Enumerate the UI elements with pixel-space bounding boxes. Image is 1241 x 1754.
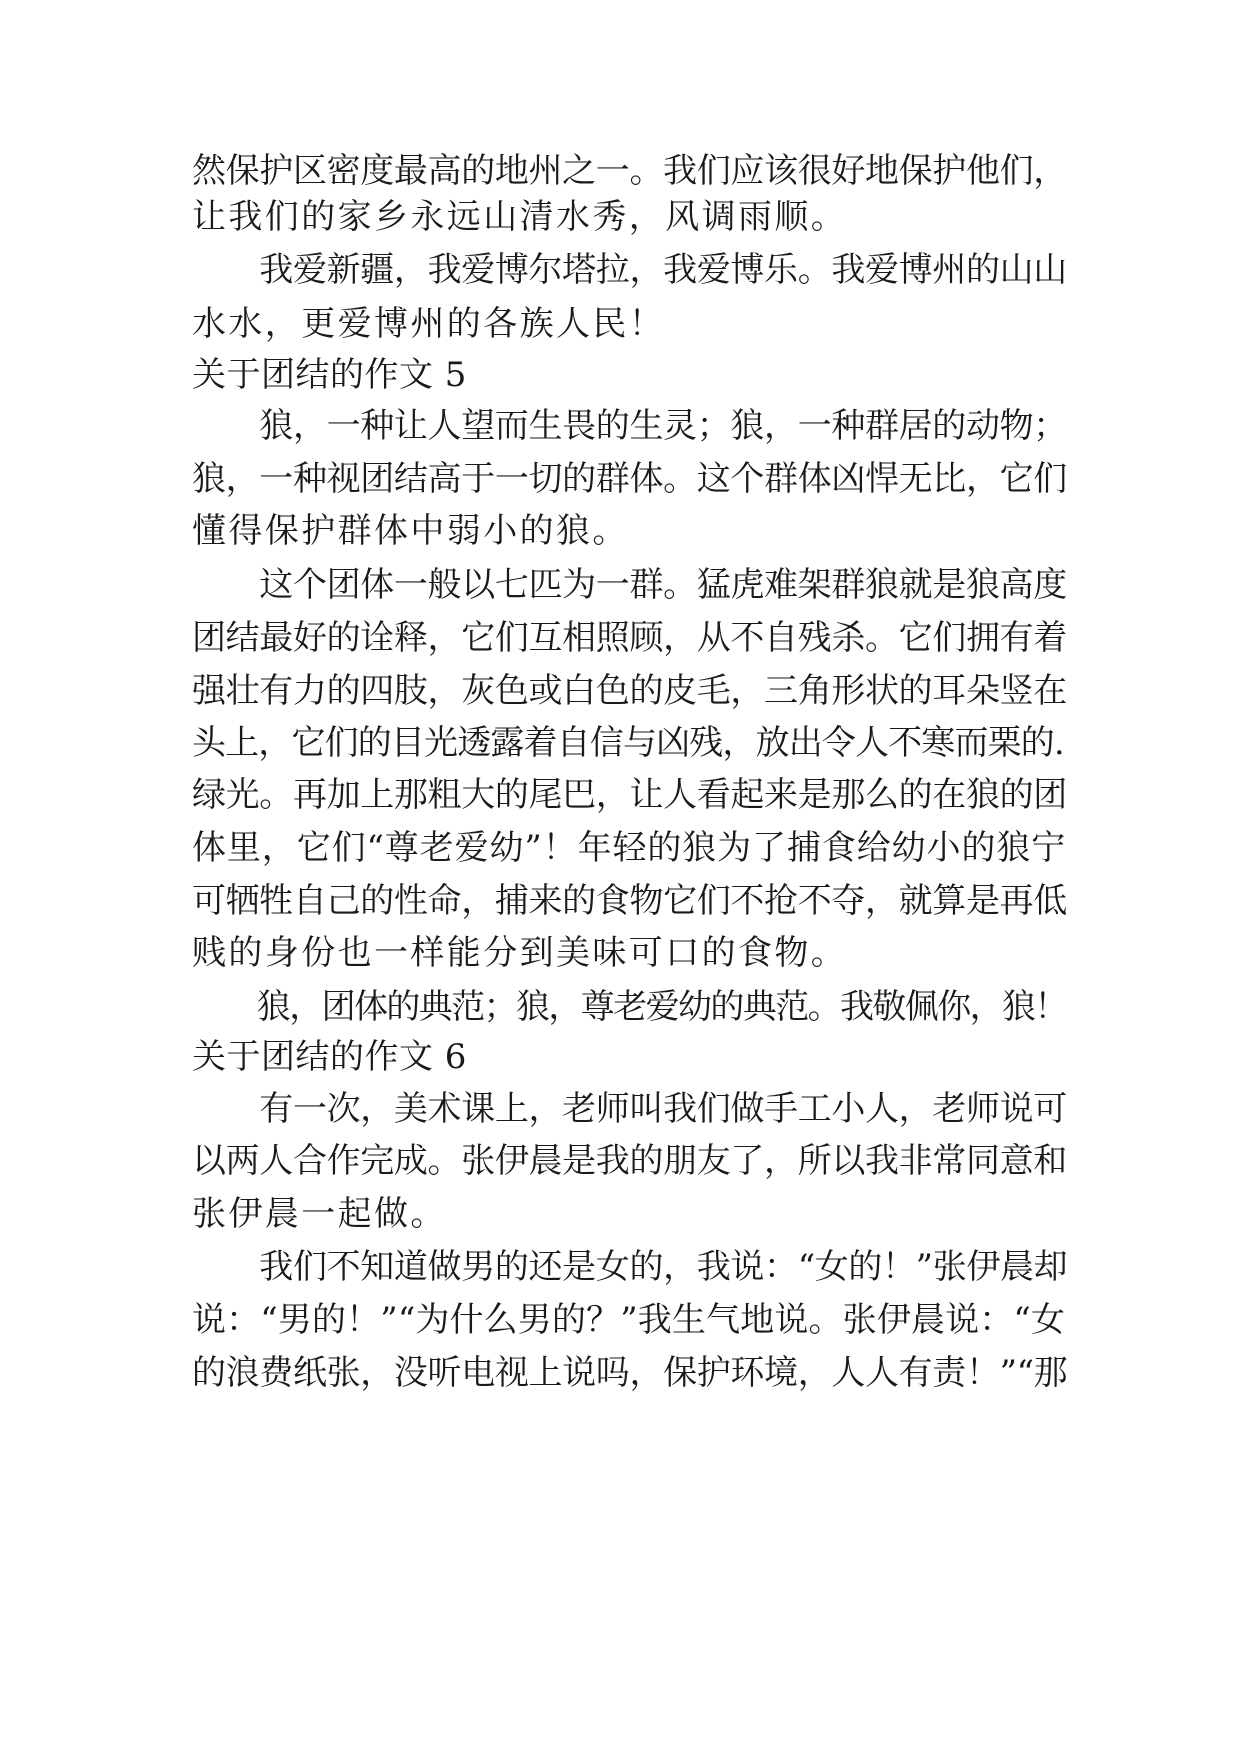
- text-line: 懂得保护群体中弱小的狼。: [192, 511, 629, 551]
- text-line: 有一次，美术课上，老师叫我们做手工小人，老师说可: [192, 1089, 1067, 1129]
- text-line: 然保护区密度最高的地州之一。我们应该很好地保护他们，: [192, 151, 1067, 191]
- text-line: 贱的身份也一样能分到美味可口的食物。: [192, 933, 848, 973]
- text-line: 可牺牲自己的性命，捕来的食物它们不抢不夺，就算是再低: [192, 881, 1067, 921]
- text-line: 水水，更爱博州的各族人民！: [192, 304, 666, 344]
- text-line: 张伊晨一起做。: [192, 1194, 447, 1234]
- section-heading: 关于团结的作文 6: [192, 1037, 467, 1077]
- text-line: 狼，一种让人望而生畏的生灵；狼，一种群居的动物；: [192, 406, 1067, 446]
- text-line: 以两人合作完成。张伊晨是我的朋友了，所以我非常同意和: [192, 1141, 1067, 1181]
- text-line: 强壮有力的四肢，灰色或白色的皮毛，三角形状的耳朵竖在: [192, 671, 1067, 711]
- text-line: 这个团体一般以七匹为一群。猛虎难架群狼就是狼高度: [192, 565, 1067, 605]
- text-line: 体里，它们“尊老爱幼”！年轻的狼为了捕食给幼小的狼宁: [192, 828, 1067, 868]
- text-line: 说：“男的！”“为什么男的？”我生气地说。张伊晨说：“女: [192, 1300, 1066, 1340]
- text-line: 头上，它们的目光透露着自信与凶残，放出令人不寒而栗的.: [192, 723, 1064, 763]
- text-line: 狼，一种视团结高于一切的群体。这个群体凶悍无比，它们: [192, 459, 1067, 499]
- section-heading: 关于团结的作文 5: [192, 355, 467, 395]
- text-line: 让我们的家乡永远山清水秀，风调雨顺。: [192, 197, 848, 237]
- text-line: 绿光。再加上那粗大的尾巴，让人看起来是那么的在狼的团: [192, 775, 1067, 815]
- text-line: 我爱新疆，我爱博尔塔拉，我爱博乐。我爱博州的山山: [192, 250, 1067, 290]
- text-line: 的浪费纸张，没听电视上说吗，保护环境，人人有责！”“那: [192, 1353, 1068, 1393]
- text-line: 团结最好的诠释，它们互相照顾，从不自残杀。它们拥有着: [192, 618, 1067, 658]
- text-line: 我们不知道做男的还是女的，我说：“女的！”张伊晨却: [192, 1247, 1068, 1287]
- text-line: 狼，团体的典范；狼，尊老爱幼的典范。我敬佩你，狼！: [192, 987, 1067, 1027]
